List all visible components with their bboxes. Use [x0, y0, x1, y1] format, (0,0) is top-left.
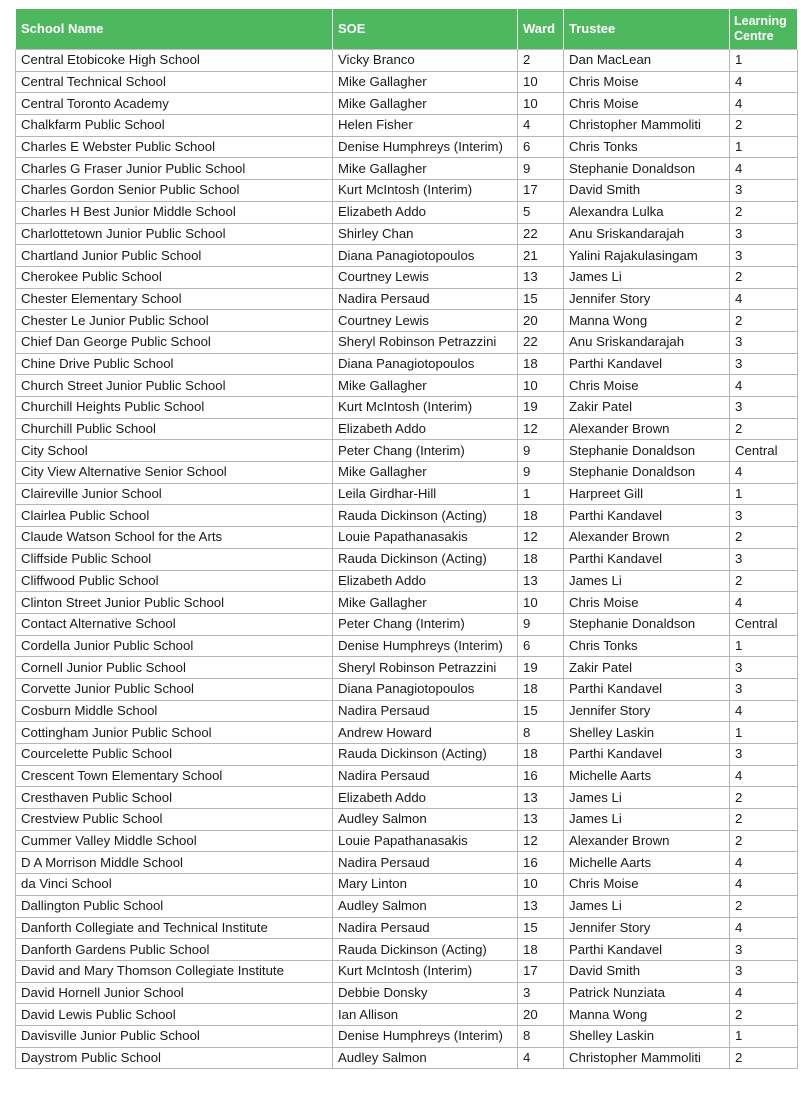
cell-soe: Kurt McIntosh (Interim): [333, 397, 518, 419]
cell-school-name: Churchill Public School: [16, 418, 333, 440]
cell-learning-centre: 3: [730, 744, 798, 766]
table-row: [16, 1025, 798, 1047]
cell-ward: 20: [518, 310, 564, 332]
cell-learning-centre: 1: [730, 483, 798, 505]
cell-soe: Nadira Persaud: [333, 917, 518, 939]
cell-trustee: Stephanie Donaldson: [564, 462, 730, 484]
table-row: [16, 418, 798, 440]
cell-learning-centre: 4: [730, 917, 798, 939]
cell-ward: 9: [518, 440, 564, 462]
cell-ward: 15: [518, 700, 564, 722]
cell-school-name: Claireville Junior School: [16, 483, 333, 505]
cell-trustee: James Li: [564, 787, 730, 809]
header-ward: Ward: [518, 9, 564, 50]
cell-soe: Vicky Branco: [333, 50, 518, 72]
table-row: [16, 787, 798, 809]
table-row: [16, 1047, 798, 1069]
cell-school-name: Courcelette Public School: [16, 744, 333, 766]
table-header: [16, 9, 798, 50]
table-row: [16, 917, 798, 939]
cell-trustee: Jennifer Story: [564, 917, 730, 939]
cell-soe: Rauda Dickinson (Acting): [333, 548, 518, 570]
cell-ward: 10: [518, 592, 564, 614]
header-row: [16, 9, 798, 50]
cell-ward: 3: [518, 982, 564, 1004]
cell-ward: 15: [518, 288, 564, 310]
cell-school-name: Clinton Street Junior Public School: [16, 592, 333, 614]
cell-learning-centre: 2: [730, 201, 798, 223]
cell-learning-centre: 1: [730, 635, 798, 657]
cell-trustee: James Li: [564, 266, 730, 288]
table-row: [16, 93, 798, 115]
table-row: [16, 895, 798, 917]
cell-soe: Nadira Persaud: [333, 700, 518, 722]
cell-learning-centre: 3: [730, 331, 798, 353]
cell-trustee: Anu Sriskandarajah: [564, 331, 730, 353]
cell-trustee: Chris Moise: [564, 71, 730, 93]
cell-ward: 5: [518, 201, 564, 223]
cell-learning-centre: 4: [730, 982, 798, 1004]
cell-learning-centre: Central: [730, 613, 798, 635]
table-row: [16, 678, 798, 700]
cell-soe: Mike Gallagher: [333, 93, 518, 115]
cell-soe: Mike Gallagher: [333, 71, 518, 93]
table-row: [16, 635, 798, 657]
cell-ward: 16: [518, 852, 564, 874]
table-row: [16, 136, 798, 158]
cell-soe: Elizabeth Addo: [333, 201, 518, 223]
cell-trustee: Chris Tonks: [564, 136, 730, 158]
cell-learning-centre: 2: [730, 895, 798, 917]
cell-trustee: Alexander Brown: [564, 830, 730, 852]
cell-school-name: Cordella Junior Public School: [16, 635, 333, 657]
cell-learning-centre: 3: [730, 505, 798, 527]
cell-ward: 10: [518, 874, 564, 896]
cell-ward: 13: [518, 895, 564, 917]
cell-soe: Nadira Persaud: [333, 852, 518, 874]
cell-learning-centre: 2: [730, 787, 798, 809]
table-row: [16, 462, 798, 484]
cell-trustee: Chris Moise: [564, 874, 730, 896]
cell-trustee: Michelle Aarts: [564, 765, 730, 787]
table-row: [16, 353, 798, 375]
cell-soe: Elizabeth Addo: [333, 787, 518, 809]
cell-learning-centre: 3: [730, 397, 798, 419]
cell-school-name: Charles E Webster Public School: [16, 136, 333, 158]
school-directory-table-wrapper: [15, 8, 798, 1069]
table-row: [16, 960, 798, 982]
cell-school-name: City View Alternative Senior School: [16, 462, 333, 484]
cell-ward: 8: [518, 1025, 564, 1047]
table-row: [16, 115, 798, 137]
cell-learning-centre: 1: [730, 1025, 798, 1047]
cell-soe: Rauda Dickinson (Acting): [333, 744, 518, 766]
cell-learning-centre: 4: [730, 93, 798, 115]
cell-soe: Audley Salmon: [333, 1047, 518, 1069]
cell-ward: 17: [518, 960, 564, 982]
cell-trustee: Jennifer Story: [564, 288, 730, 310]
cell-ward: 18: [518, 548, 564, 570]
cell-learning-centre: 3: [730, 678, 798, 700]
cell-learning-centre: 2: [730, 1004, 798, 1026]
cell-ward: 13: [518, 570, 564, 592]
table-row: [16, 201, 798, 223]
table-row: [16, 613, 798, 635]
cell-learning-centre: 2: [730, 418, 798, 440]
cell-school-name: Charles H Best Junior Middle School: [16, 201, 333, 223]
cell-learning-centre: 4: [730, 71, 798, 93]
header-learning-centre: Learning Centre: [730, 9, 798, 50]
table-row: [16, 1004, 798, 1026]
table-row: [16, 71, 798, 93]
cell-ward: 10: [518, 71, 564, 93]
table-row: [16, 375, 798, 397]
cell-ward: 13: [518, 266, 564, 288]
cell-learning-centre: 4: [730, 462, 798, 484]
cell-school-name: Claude Watson School for the Arts: [16, 527, 333, 549]
cell-trustee: Alexandra Lulka: [564, 201, 730, 223]
cell-school-name: Central Technical School: [16, 71, 333, 93]
cell-school-name: D A Morrison Middle School: [16, 852, 333, 874]
cell-soe: Audley Salmon: [333, 809, 518, 831]
cell-learning-centre: 2: [730, 527, 798, 549]
cell-ward: 2: [518, 50, 564, 72]
cell-trustee: Parthi Kandavel: [564, 744, 730, 766]
cell-soe: Diana Panagiotopoulos: [333, 353, 518, 375]
cell-trustee: Stephanie Donaldson: [564, 440, 730, 462]
cell-learning-centre: 2: [730, 115, 798, 137]
table-row: [16, 50, 798, 72]
cell-trustee: Harpreet Gill: [564, 483, 730, 505]
table-row: [16, 700, 798, 722]
cell-trustee: Zakir Patel: [564, 657, 730, 679]
cell-ward: 18: [518, 744, 564, 766]
cell-trustee: Parthi Kandavel: [564, 505, 730, 527]
cell-school-name: Chester Le Junior Public School: [16, 310, 333, 332]
cell-learning-centre: 3: [730, 939, 798, 961]
cell-ward: 19: [518, 657, 564, 679]
cell-soe: Mary Linton: [333, 874, 518, 896]
header-soe: SOE: [333, 9, 518, 50]
cell-learning-centre: 3: [730, 960, 798, 982]
cell-school-name: Chine Drive Public School: [16, 353, 333, 375]
cell-learning-centre: 1: [730, 722, 798, 744]
cell-trustee: Parthi Kandavel: [564, 548, 730, 570]
cell-trustee: Parthi Kandavel: [564, 939, 730, 961]
cell-soe: Rauda Dickinson (Acting): [333, 505, 518, 527]
cell-learning-centre: 2: [730, 570, 798, 592]
cell-school-name: Danforth Gardens Public School: [16, 939, 333, 961]
table-row: [16, 266, 798, 288]
cell-trustee: James Li: [564, 895, 730, 917]
table-body: [16, 50, 798, 1069]
table-row: [16, 527, 798, 549]
cell-ward: 22: [518, 223, 564, 245]
cell-school-name: Danforth Collegiate and Technical Institute: [16, 917, 333, 939]
cell-soe: Mike Gallagher: [333, 158, 518, 180]
cell-soe: Peter Chang (Interim): [333, 440, 518, 462]
cell-soe: Diana Panagiotopoulos: [333, 245, 518, 267]
cell-learning-centre: 4: [730, 288, 798, 310]
cell-ward: 13: [518, 809, 564, 831]
cell-trustee: Chris Moise: [564, 93, 730, 115]
table-row: [16, 440, 798, 462]
cell-ward: 1: [518, 483, 564, 505]
cell-school-name: Davisville Junior Public School: [16, 1025, 333, 1047]
cell-learning-centre: Central: [730, 440, 798, 462]
cell-school-name: Crescent Town Elementary School: [16, 765, 333, 787]
cell-school-name: Cliffwood Public School: [16, 570, 333, 592]
cell-soe: Helen Fisher: [333, 115, 518, 137]
cell-school-name: David Hornell Junior School: [16, 982, 333, 1004]
cell-school-name: Charles Gordon Senior Public School: [16, 180, 333, 202]
cell-trustee: Patrick Nunziata: [564, 982, 730, 1004]
header-trustee: Trustee: [564, 9, 730, 50]
cell-learning-centre: 2: [730, 830, 798, 852]
cell-ward: 4: [518, 115, 564, 137]
cell-ward: 10: [518, 93, 564, 115]
cell-trustee: Chris Moise: [564, 592, 730, 614]
cell-school-name: City School: [16, 440, 333, 462]
cell-trustee: Christopher Mammoliti: [564, 1047, 730, 1069]
cell-soe: Sheryl Robinson Petrazzini: [333, 657, 518, 679]
cell-ward: 17: [518, 180, 564, 202]
cell-trustee: Michelle Aarts: [564, 852, 730, 874]
cell-soe: Mike Gallagher: [333, 462, 518, 484]
cell-ward: 15: [518, 917, 564, 939]
cell-learning-centre: 3: [730, 548, 798, 570]
cell-ward: 9: [518, 158, 564, 180]
cell-trustee: Shelley Laskin: [564, 1025, 730, 1047]
cell-trustee: Zakir Patel: [564, 397, 730, 419]
table-row: [16, 223, 798, 245]
cell-trustee: Chris Moise: [564, 375, 730, 397]
table-row: [16, 180, 798, 202]
cell-ward: 16: [518, 765, 564, 787]
cell-school-name: Cresthaven Public School: [16, 787, 333, 809]
cell-learning-centre: 3: [730, 353, 798, 375]
cell-soe: Diana Panagiotopoulos: [333, 678, 518, 700]
cell-ward: 18: [518, 939, 564, 961]
cell-school-name: Churchill Heights Public School: [16, 397, 333, 419]
table-row: [16, 310, 798, 332]
cell-trustee: David Smith: [564, 960, 730, 982]
cell-soe: Mike Gallagher: [333, 375, 518, 397]
cell-soe: Rauda Dickinson (Acting): [333, 939, 518, 961]
table-row: [16, 505, 798, 527]
cell-soe: Debbie Donsky: [333, 982, 518, 1004]
cell-learning-centre: 1: [730, 50, 798, 72]
table-row: [16, 657, 798, 679]
cell-trustee: Alexander Brown: [564, 418, 730, 440]
table-row: [16, 744, 798, 766]
table-row: [16, 483, 798, 505]
cell-soe: Nadira Persaud: [333, 288, 518, 310]
cell-trustee: Anu Sriskandarajah: [564, 223, 730, 245]
cell-ward: 12: [518, 527, 564, 549]
cell-learning-centre: 3: [730, 223, 798, 245]
cell-ward: 18: [518, 678, 564, 700]
cell-learning-centre: 4: [730, 700, 798, 722]
cell-ward: 22: [518, 331, 564, 353]
cell-school-name: Charlottetown Junior Public School: [16, 223, 333, 245]
cell-school-name: Cottingham Junior Public School: [16, 722, 333, 744]
cell-ward: 21: [518, 245, 564, 267]
cell-soe: Andrew Howard: [333, 722, 518, 744]
cell-soe: Louie Papathanasakis: [333, 527, 518, 549]
cell-soe: Denise Humphreys (Interim): [333, 635, 518, 657]
cell-soe: Denise Humphreys (Interim): [333, 136, 518, 158]
cell-learning-centre: 4: [730, 375, 798, 397]
cell-ward: 10: [518, 375, 564, 397]
table-row: [16, 548, 798, 570]
cell-soe: Leila Girdhar-Hill: [333, 483, 518, 505]
cell-trustee: Stephanie Donaldson: [564, 613, 730, 635]
cell-school-name: Corvette Junior Public School: [16, 678, 333, 700]
table-row: [16, 397, 798, 419]
cell-ward: 9: [518, 613, 564, 635]
cell-trustee: Parthi Kandavel: [564, 353, 730, 375]
cell-school-name: Daystrom Public School: [16, 1047, 333, 1069]
table-row: [16, 331, 798, 353]
cell-trustee: David Smith: [564, 180, 730, 202]
cell-school-name: Cosburn Middle School: [16, 700, 333, 722]
cell-school-name: Cliffside Public School: [16, 548, 333, 570]
table-row: [16, 245, 798, 267]
cell-learning-centre: 3: [730, 245, 798, 267]
cell-learning-centre: 4: [730, 158, 798, 180]
cell-ward: 19: [518, 397, 564, 419]
cell-trustee: Shelley Laskin: [564, 722, 730, 744]
cell-trustee: Alexander Brown: [564, 527, 730, 549]
cell-learning-centre: 2: [730, 266, 798, 288]
cell-school-name: Central Etobicoke High School: [16, 50, 333, 72]
cell-trustee: James Li: [564, 570, 730, 592]
cell-soe: Elizabeth Addo: [333, 418, 518, 440]
cell-soe: Denise Humphreys (Interim): [333, 1025, 518, 1047]
cell-ward: 20: [518, 1004, 564, 1026]
cell-ward: 6: [518, 136, 564, 158]
cell-trustee: Manna Wong: [564, 1004, 730, 1026]
cell-learning-centre: 4: [730, 874, 798, 896]
cell-learning-centre: 1: [730, 136, 798, 158]
cell-school-name: Crestview Public School: [16, 809, 333, 831]
cell-soe: Elizabeth Addo: [333, 570, 518, 592]
table-row: [16, 288, 798, 310]
cell-trustee: Christopher Mammoliti: [564, 115, 730, 137]
cell-learning-centre: 2: [730, 809, 798, 831]
cell-ward: 12: [518, 418, 564, 440]
school-directory-table: [15, 8, 798, 1069]
cell-school-name: Contact Alternative School: [16, 613, 333, 635]
cell-trustee: Manna Wong: [564, 310, 730, 332]
cell-ward: 9: [518, 462, 564, 484]
cell-trustee: James Li: [564, 809, 730, 831]
cell-school-name: David and Mary Thomson Collegiate Institute: [16, 960, 333, 982]
cell-ward: 4: [518, 1047, 564, 1069]
cell-school-name: Clairlea Public School: [16, 505, 333, 527]
cell-trustee: Parthi Kandavel: [564, 678, 730, 700]
cell-soe: Peter Chang (Interim): [333, 613, 518, 635]
cell-ward: 18: [518, 353, 564, 375]
cell-school-name: Central Toronto Academy: [16, 93, 333, 115]
cell-school-name: Dallington Public School: [16, 895, 333, 917]
cell-ward: 8: [518, 722, 564, 744]
cell-learning-centre: 3: [730, 180, 798, 202]
cell-learning-centre: 4: [730, 852, 798, 874]
cell-school-name: Cherokee Public School: [16, 266, 333, 288]
cell-school-name: Cornell Junior Public School: [16, 657, 333, 679]
cell-school-name: Chief Dan George Public School: [16, 331, 333, 353]
cell-soe: Courtney Lewis: [333, 266, 518, 288]
cell-trustee: Yalini Rajakulasingam: [564, 245, 730, 267]
cell-trustee: Stephanie Donaldson: [564, 158, 730, 180]
cell-ward: 18: [518, 505, 564, 527]
cell-soe: Ian Allison: [333, 1004, 518, 1026]
table-row: [16, 765, 798, 787]
cell-soe: Kurt McIntosh (Interim): [333, 180, 518, 202]
cell-soe: Louie Papathanasakis: [333, 830, 518, 852]
cell-trustee: Jennifer Story: [564, 700, 730, 722]
table-row: [16, 874, 798, 896]
cell-soe: Nadira Persaud: [333, 765, 518, 787]
cell-soe: Sheryl Robinson Petrazzini: [333, 331, 518, 353]
cell-soe: Audley Salmon: [333, 895, 518, 917]
table-row: [16, 570, 798, 592]
table-row: [16, 939, 798, 961]
cell-ward: 6: [518, 635, 564, 657]
table-row: [16, 592, 798, 614]
cell-school-name: Chester Elementary School: [16, 288, 333, 310]
cell-learning-centre: 2: [730, 310, 798, 332]
cell-soe: Shirley Chan: [333, 223, 518, 245]
cell-trustee: Dan MacLean: [564, 50, 730, 72]
cell-learning-centre: 2: [730, 1047, 798, 1069]
table-row: [16, 809, 798, 831]
cell-school-name: Chalkfarm Public School: [16, 115, 333, 137]
cell-school-name: Chartland Junior Public School: [16, 245, 333, 267]
cell-school-name: Cummer Valley Middle School: [16, 830, 333, 852]
cell-school-name: Church Street Junior Public School: [16, 375, 333, 397]
cell-school-name: David Lewis Public School: [16, 1004, 333, 1026]
table-row: [16, 830, 798, 852]
cell-soe: Courtney Lewis: [333, 310, 518, 332]
cell-learning-centre: 4: [730, 765, 798, 787]
table-row: [16, 722, 798, 744]
cell-ward: 13: [518, 787, 564, 809]
cell-trustee: Chris Tonks: [564, 635, 730, 657]
cell-school-name: Charles G Fraser Junior Public School: [16, 158, 333, 180]
cell-learning-centre: 3: [730, 657, 798, 679]
cell-ward: 12: [518, 830, 564, 852]
table-row: [16, 982, 798, 1004]
cell-soe: Mike Gallagher: [333, 592, 518, 614]
header-school-name: School Name: [16, 9, 333, 50]
table-row: [16, 852, 798, 874]
cell-school-name: da Vinci School: [16, 874, 333, 896]
cell-learning-centre: 4: [730, 592, 798, 614]
table-row: [16, 158, 798, 180]
cell-soe: Kurt McIntosh (Interim): [333, 960, 518, 982]
